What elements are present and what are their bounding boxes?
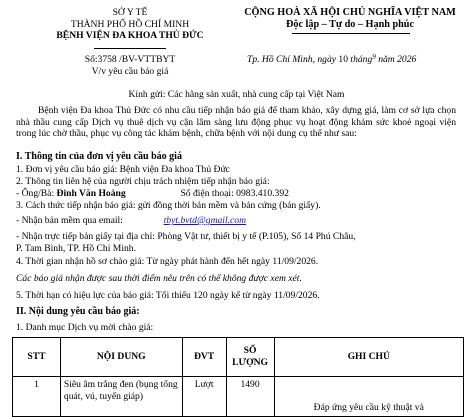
date-month-word: tháng (350, 54, 373, 65)
country-name: CỘNG HOÀ XÃ HỘI CHỦ NGHĨA VIỆT NAM (244, 7, 456, 18)
cell-quantity: 1490 (226, 377, 274, 417)
document-number: Số:3758 /BV-VTTBYT (84, 54, 176, 65)
hospital-underline (94, 48, 166, 49)
contact-line (16, 188, 456, 200)
direct-address-line-1: - Nhận trực tiếp bản giấy tại địa chỉ: Phòng Vật tư, thiết bị y tế (P.105), Số 14 Phú Châu, (16, 231, 356, 242)
email-label: - Nhận bản mềm qua email: (16, 215, 123, 226)
date-day: 10 (338, 54, 349, 65)
section-1-item-1: 1. Đơn vị yêu cầu báo giá: Bệnh viện Đa khoa Thủ Đức (16, 164, 230, 175)
section-2-item-1: 1. Danh mục Dịch vụ mời chào giá: (16, 322, 154, 333)
date-prefix: Tp. Hồ Chí Minh, ngày (247, 54, 337, 65)
ministry-name: SỞ Y TẾ (112, 7, 148, 18)
contact-name: Đinh Văn Hoàng (56, 188, 126, 199)
cell-note: Đáp ứng yêu cầu kỹ thuật và (274, 377, 463, 417)
contact-name-label: - Ông/Bà: (16, 188, 55, 199)
national-motto: Độc lập – Tự do – Hạnh phúc (286, 19, 414, 31)
section-1-item-4: 4. Thời gian nhận hồ sơ chào giá: Từ ngày phát hành đến hết ngày 11/09/2026. (16, 256, 319, 267)
motto-underline (292, 33, 410, 34)
hospital-name: BỆNH VIỆN ĐA KHOA THỦ ĐỨC (56, 30, 204, 42)
service-table (12, 337, 464, 417)
cell-stt: 1 (13, 377, 61, 417)
document-subject: V/v yêu cầu báo giá (91, 65, 169, 77)
section-1-item-2: 2. Thông tin liên hệ của người chịu trách nhiệm tiếp nhận báo giá: (16, 176, 270, 187)
city-name: THÀNH PHỐ HỒ CHÍ MINH (70, 18, 190, 30)
header-unit: ĐVT (182, 338, 226, 377)
email-link[interactable]: tbyt.bvtd@gmail.com (163, 215, 247, 226)
section-2-title: II. Nội dung yêu cầu báo giá: (16, 306, 140, 317)
document-date (247, 54, 469, 66)
section-1-title: I. Thông tin của đơn vị yêu cầu báo giá (16, 151, 182, 162)
intro-paragraph: Bệnh viện Đa khoa Thủ Đức có nhu cầu tiếp nhận báo giá để tham khảo, xây dựng giá, làm cơ sở lựa chọn nhà thầu cung cấp Dịch vụ thuê dịch vụ cận lâm sàng lưu động phục vụ hoạt động khám sức khoẻ ngoại viện trong lúc chờ thầu, phục vụ công tác khám bệnh, chữa bệnh với nội dung cụ thể như sau: (16, 105, 456, 140)
header-content: NỘI DUNG (60, 338, 182, 377)
late-submission-note: Các báo giá nhận được sau thời điểm nêu trên có thể không được xem xét. (16, 273, 302, 284)
header-stt: STT (13, 338, 61, 377)
header-quantity: SỐ LƯỢNG (226, 338, 274, 377)
greeting: Kính gửi: Các hãng sản xuất, nhà cung cấp tại Việt Nam (128, 89, 345, 100)
header-note: GHI CHÚ (274, 338, 463, 377)
section-1-item-3: 3. Cách thức tiếp nhận báo giá: gửi đồng thời bản mềm và bản cứng (bản giấy). (16, 200, 321, 211)
date-month: 9 (372, 53, 376, 61)
table-row (13, 377, 464, 417)
phone-label: Số điện thoại: (180, 188, 234, 199)
email-line (16, 215, 456, 227)
cell-content: Siêu âm trắng đen (bụng tổng quát, vú, tuyến giáp) (60, 377, 182, 417)
date-year: năm 2026 (378, 54, 417, 65)
table-header-row (13, 338, 464, 377)
phone-number: 0983.410.392 (236, 188, 289, 199)
section-1-item-5: 5. Thời hạn có hiệu lực của báo giá: Tối thiểu 120 ngày kể từ ngày 11/09/2026. (16, 290, 320, 301)
cell-unit: Lượt (182, 377, 226, 417)
direct-address-line-2: P. Tam Bình, TP. Hồ Chí Minh. (16, 243, 136, 254)
